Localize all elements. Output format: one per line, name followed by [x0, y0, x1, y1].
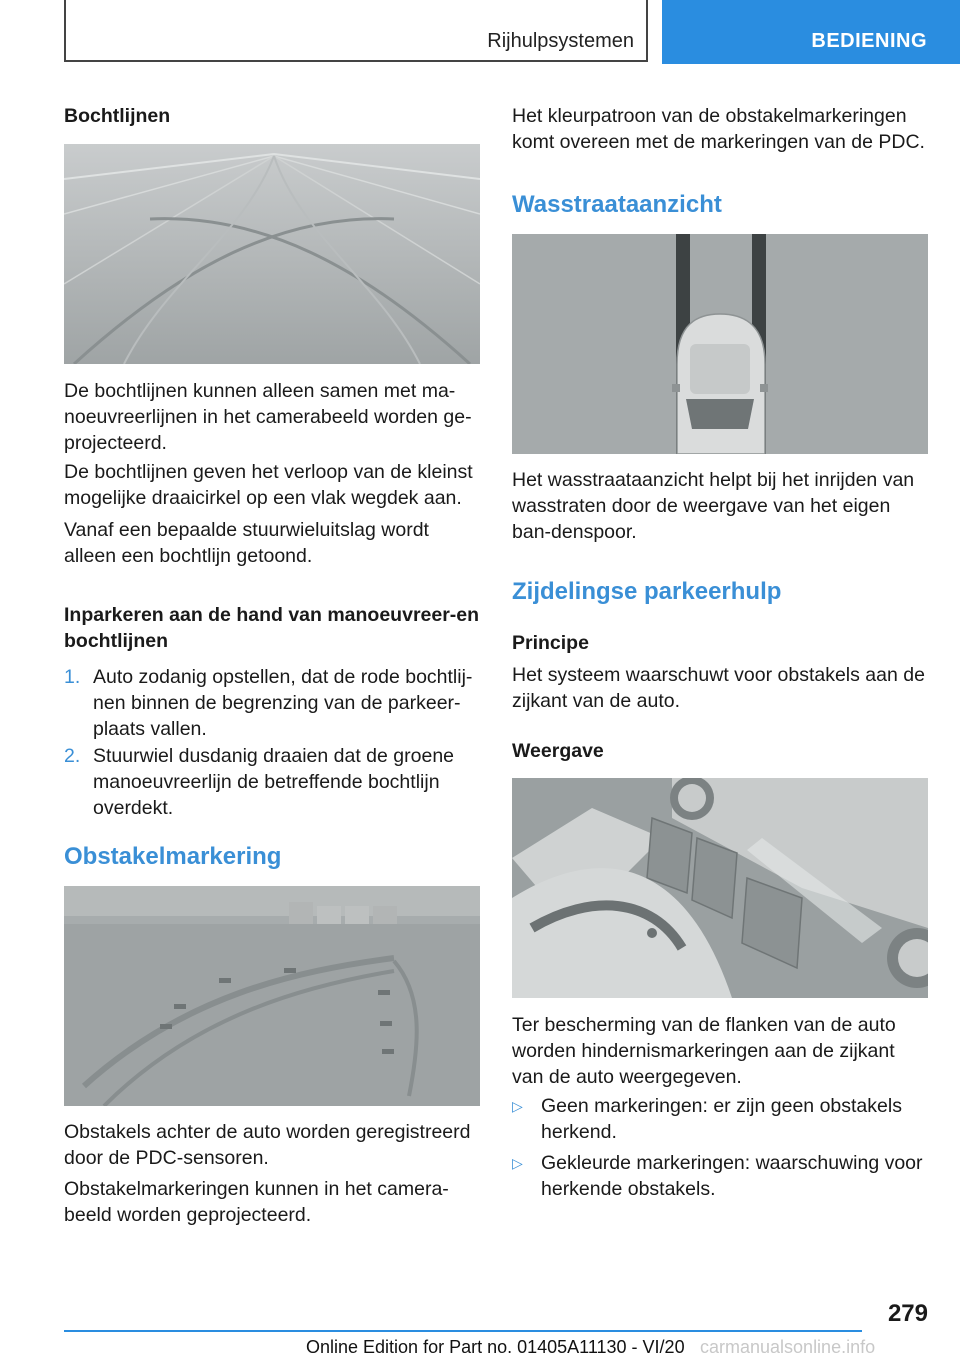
bochtlijnen-paragraph-2: De bochtlijnen geven het verloop van de kleinst mogelijke draaicirkel op een vlak wegdek aan. [64, 461, 473, 509]
weergave-heading: Weergave [512, 740, 604, 762]
zijdelingse-parkeerhulp-heading: Zijdelingse parkeerhulp [512, 578, 782, 605]
inparkeren-heading: Inparkeren aan de hand van manoeuvreer-en bochtlijnen [64, 604, 480, 652]
footer-edition: Online Edition for Part no. 01405A11130 - VI/20 [306, 1337, 685, 1357]
obstakelmarkering-figure [64, 886, 480, 1106]
principe-heading: Principe [512, 632, 589, 654]
header-section-tab [64, 0, 648, 62]
list-item-text: Auto zodanig opstellen, dat de rode bochtlij-nen binnen de begrenzing van de parkeer-plaats vallen. [93, 666, 473, 740]
header-chapter-tab [662, 0, 960, 64]
header-section-title: Rijhulpsystemen [487, 30, 634, 52]
bochtlijnen-heading: Bochtlijnen [64, 105, 171, 127]
list-item-number: 1. [64, 666, 81, 688]
kleurpatroon-paragraph: Het kleurpatroon van de obstakelmarkeringen komt overeen met de markeringen van de PDC. [512, 105, 925, 153]
obstakel-paragraph-2: Obstakelmarkeringen kunnen in het camera-beeld worden geprojecteerd. [64, 1178, 449, 1226]
principe-paragraph: Het systeem waarschuwt voor obstakels aan de zijkant van de auto. [512, 664, 925, 712]
wasstraataanzicht-figure [512, 234, 928, 454]
footer-divider [64, 1330, 862, 1332]
triangle-right-icon: ▷ [512, 1098, 523, 1114]
bochtlijnen-paragraph-3: Vanaf een bepaalde stuurwieluitslag wordt alleen een bochtlijn getoond. [64, 519, 429, 567]
bochtlijnen-figure [64, 144, 480, 364]
weergave-paragraph: Ter bescherming van de flanken van de auto worden hindernismarkeringen aan de zijkant van de auto weergegeven. [512, 1014, 896, 1088]
footer-watermark: carmanualsonline.info [700, 1337, 876, 1357]
list-item-text: Stuurwiel dusdanig draaien dat de groene manoeuvreerlijn de betreffende bochtlijn overdekt. [93, 745, 455, 819]
obstakelmarkering-heading: Obstakelmarkering [64, 843, 282, 870]
weergave-figure [512, 778, 928, 998]
list-item-text: Geen markeringen: er zijn geen obstakels herkend. [541, 1095, 902, 1143]
bochtlijnen-paragraph-1: De bochtlijnen kunnen alleen samen met ma-noeuvreerlijnen in het camerabeeld worden ge-projecteerd. [64, 380, 472, 454]
wasstraat-paragraph: Het wasstraataanzicht helpt bij het inrijden van wasstraten door de weergave van het eigen ban-denspoor. [512, 469, 915, 543]
list-item-text: Gekleurde markeringen: waarschuwing voor herkende obstakels. [541, 1152, 923, 1200]
header-chapter-title: BEDIENING [811, 30, 927, 52]
obstakel-paragraph-1: Obstakels achter de auto worden geregistreerd door de PDC-sensoren. [64, 1121, 471, 1169]
wasstraataanzicht-heading: Wasstraataanzicht [512, 191, 722, 218]
page-number: 279 [887, 1300, 928, 1327]
triangle-right-icon: ▷ [512, 1155, 523, 1171]
list-item-number: 2. [64, 745, 81, 767]
